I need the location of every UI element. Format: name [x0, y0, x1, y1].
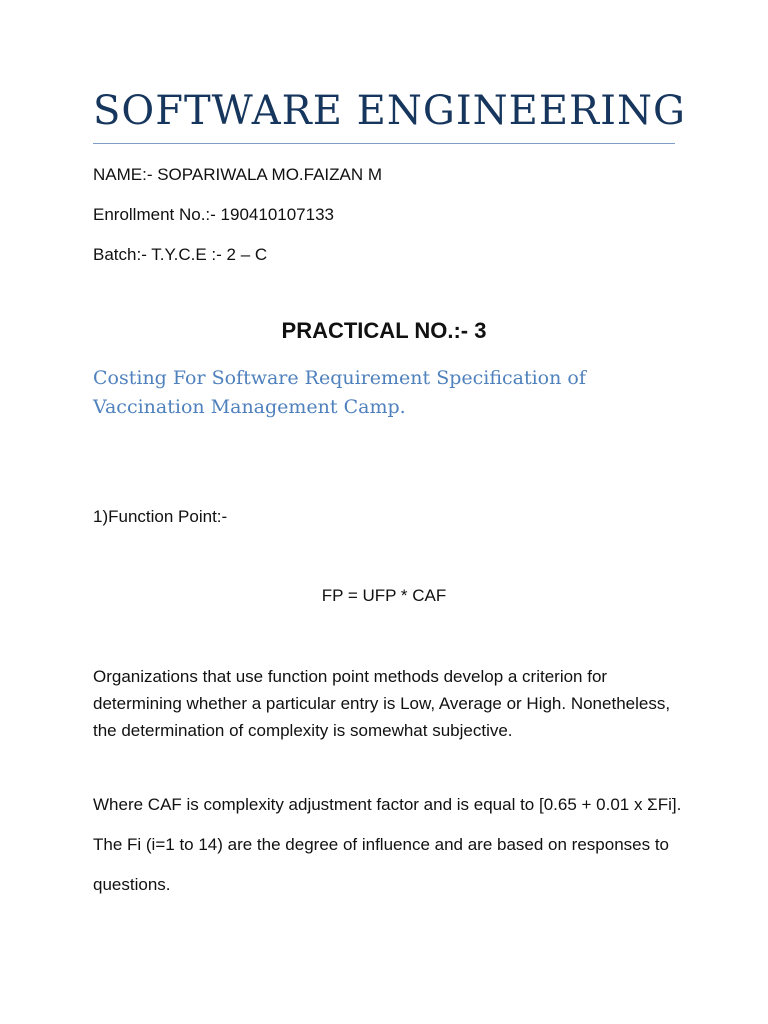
section-heading: 1)Function Point:-: [93, 507, 228, 526]
paragraph-caf: Where CAF is complexity adjustment factor and is equal to [0.65 + 0.01 x ΣFi]. The Fi (i=1 to 14) are the degree of influence and are based on responses to questions.: [93, 795, 682, 894]
document-title: SOFTWARE ENGINEERING: [93, 88, 686, 134]
formula: FP = UFP * CAF: [321, 586, 447, 605]
practical-heading: PRACTICAL NO.:- 3: [281, 318, 487, 343]
title-underline: [93, 143, 675, 144]
paragraph-complexity: Organizations that use function point methods develop a criterion for determining whether a particular entry is Low, Average or High. Nonetheless, the determination of complexity is somewhat subjective.: [93, 667, 671, 740]
student-name: NAME:- SOPARIWALA MO.FAIZAN M: [93, 165, 383, 184]
practical-subtitle: Costing For Software Requirement Specification of Vaccination Management Camp.: [93, 367, 586, 418]
batch-info: Batch:- T.Y.C.E :- 2 – C: [93, 245, 268, 264]
enrollment-number: Enrollment No.:- 190410107133: [93, 205, 334, 224]
